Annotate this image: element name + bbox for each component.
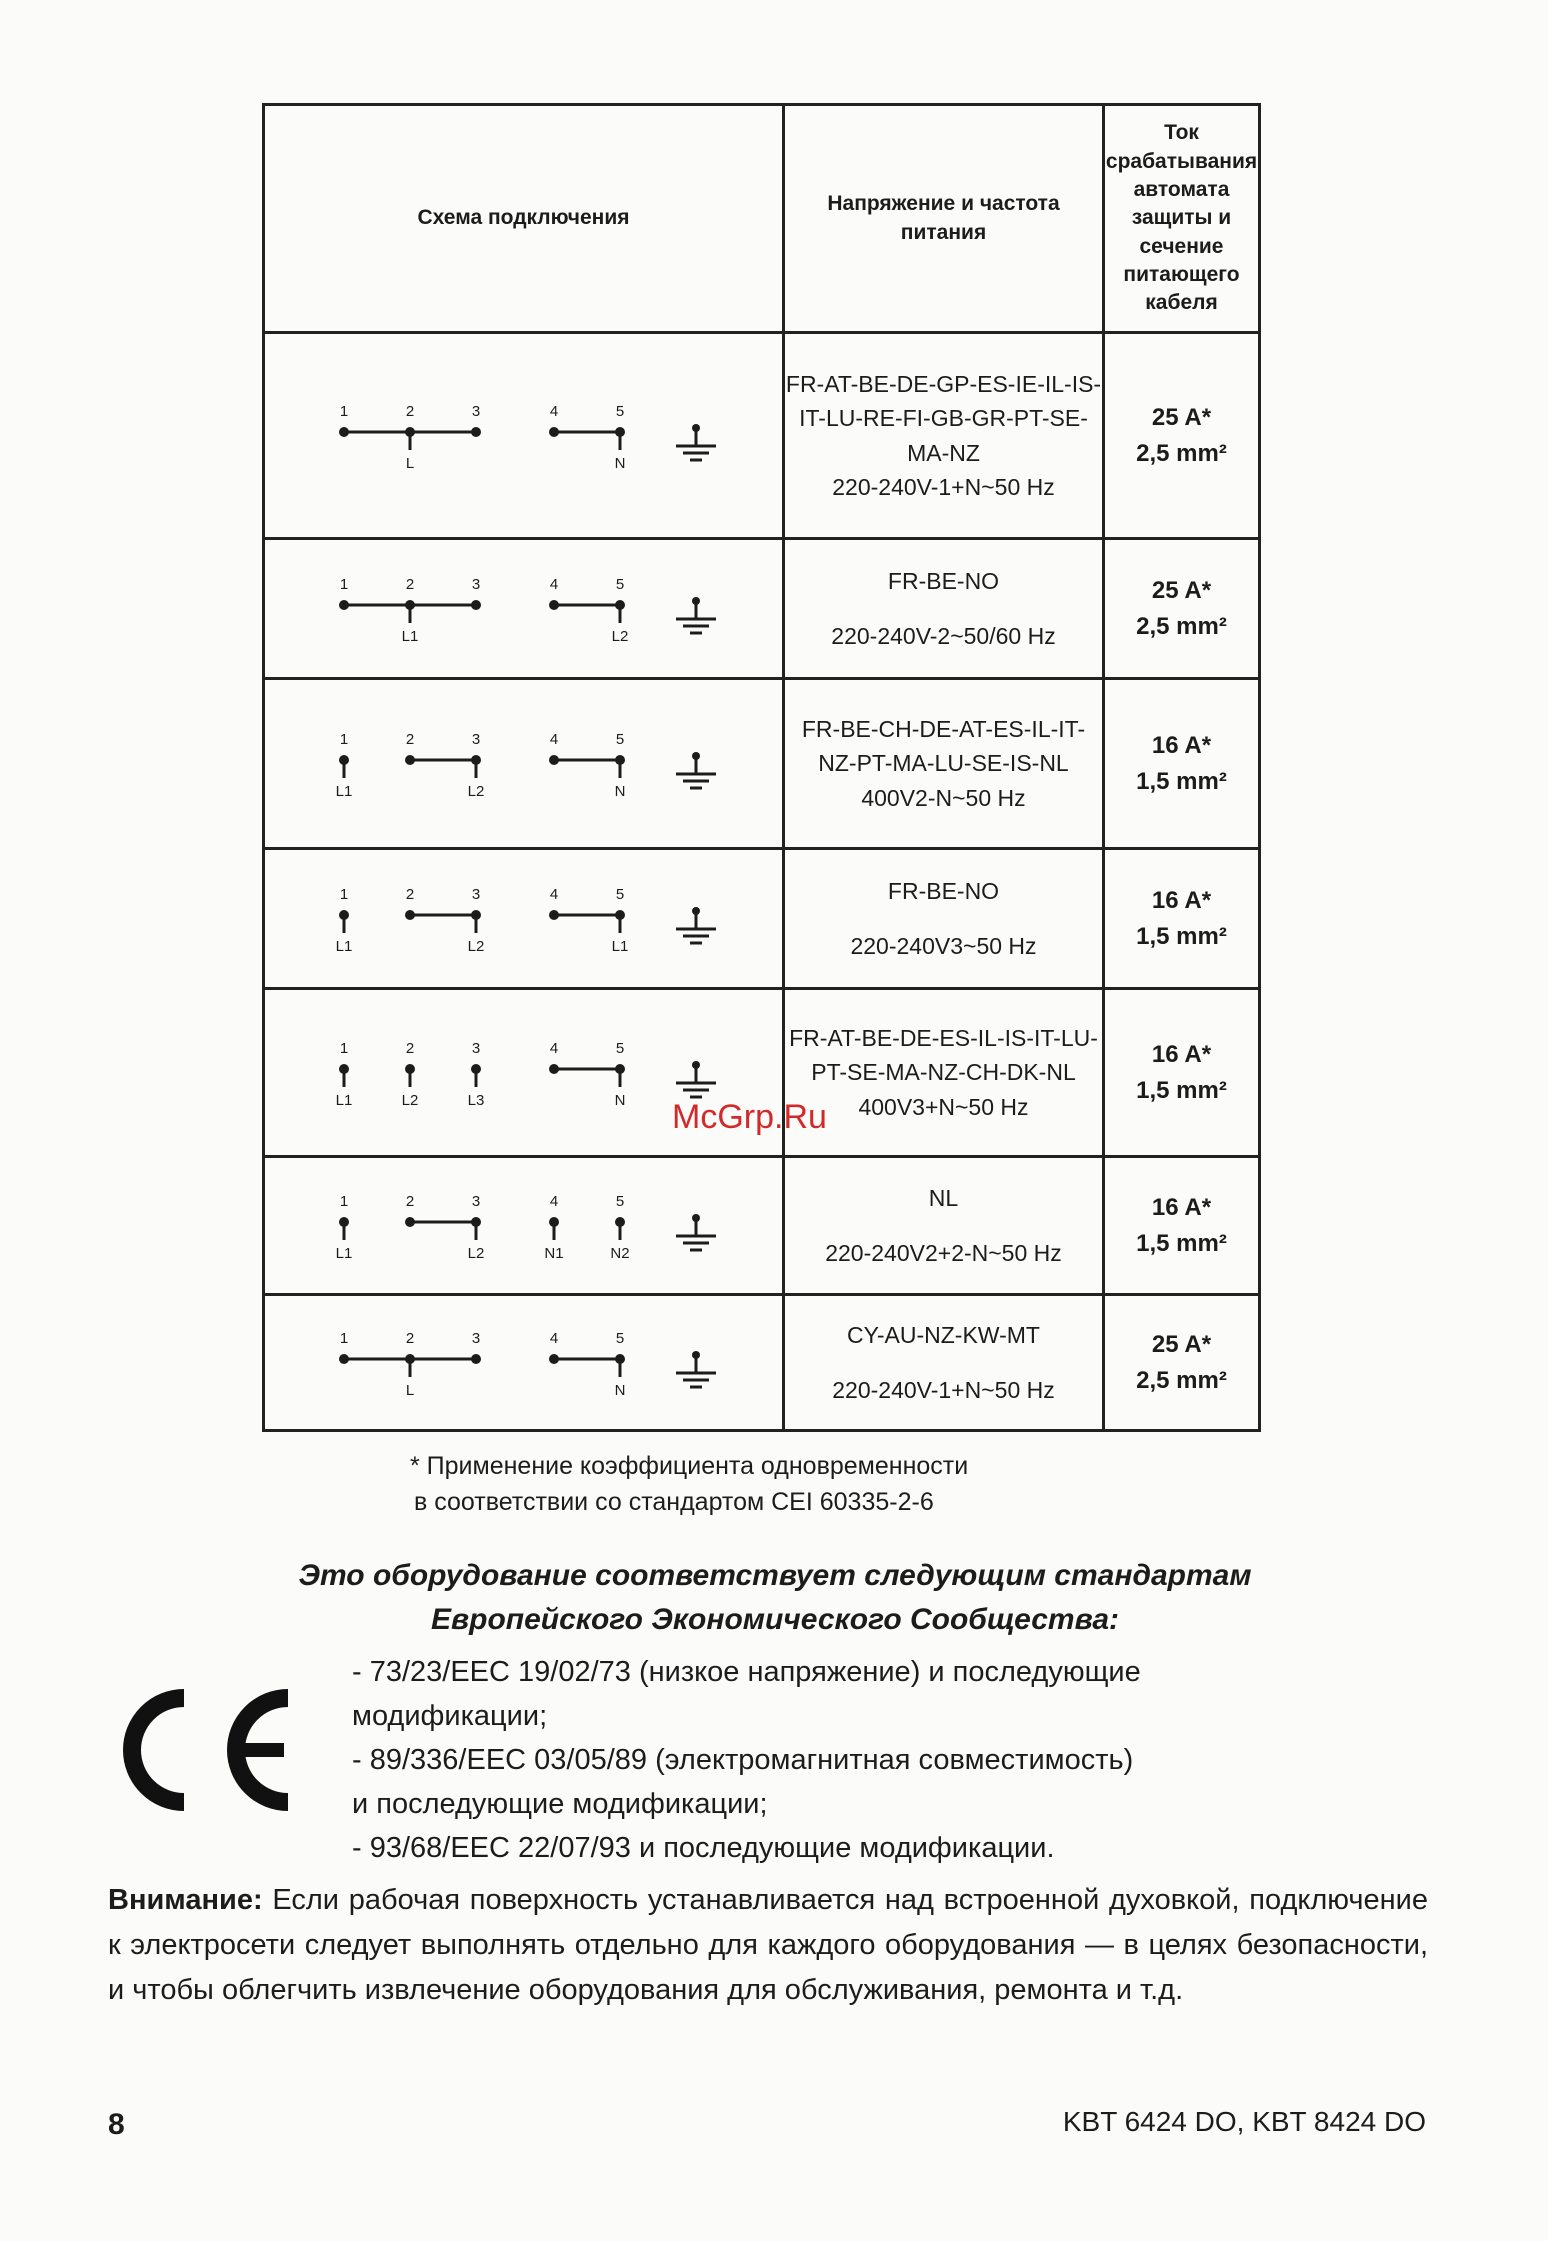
- country-codes: FR-BE-CH-DE-AT-ES-IL-IT-NZ-PT-MA-LU-SE-IS-NL: [801, 715, 1086, 777]
- terminal-dot: [405, 1217, 415, 1227]
- model-number: KBT 6424 DO, KBT 8424 DO: [1062, 2106, 1426, 2137]
- wiring-diagram-cell: [264, 1157, 784, 1295]
- supply-voltage: 220-240V-1+N~50 Hz: [832, 1376, 1055, 1403]
- wiring-diagram: [304, 869, 744, 969]
- current-cell: [1104, 1157, 1260, 1295]
- table-row: [264, 1157, 1260, 1295]
- voltage-cell: [784, 333, 1104, 539]
- standard-item: - 73/23/EEC 19/02/73 (низкое напряжение) и последующие: [352, 1656, 1141, 1688]
- terminal-number: 3: [471, 1039, 480, 1057]
- standard-item: - 93/68/EEC 22/07/93 и последующие модификации.: [352, 1832, 1055, 1865]
- footnote-line-1: * Применение коэффициента одновременности: [410, 1452, 969, 1480]
- lead-label: L3: [467, 1091, 484, 1109]
- terminal-number: 5: [615, 730, 624, 748]
- terminal-dot: [549, 910, 559, 920]
- watermark: McGrp.Ru: [672, 1098, 827, 1136]
- wiring-diagram-cell: [264, 849, 784, 989]
- standards-title-line-1: Это оборудование соответствует следующим стандартам: [298, 1559, 1252, 1592]
- lead-label: L1: [335, 937, 352, 955]
- terminal-number: 1: [339, 575, 348, 593]
- supply-voltage: 220-240V-2~50/60 Hz: [831, 622, 1056, 649]
- standard-item: и последующие модификации;: [352, 1788, 768, 1821]
- terminal-dot: [471, 600, 481, 610]
- page-number: 8: [108, 2108, 125, 2141]
- lead-label: N1: [543, 1244, 564, 1262]
- lead-label: L1: [401, 627, 418, 645]
- terminal-number: 5: [615, 1192, 624, 1210]
- table-header-row: [264, 105, 1260, 333]
- terminal-dot: [549, 1354, 559, 1364]
- wiring-diagram: [304, 1176, 744, 1276]
- breaker-current: 16 A*: [1151, 1040, 1212, 1068]
- footnote-line-2: в соответствии со стандартом CEI 60335-2-6: [414, 1488, 934, 1517]
- earth-ground-icon: [676, 1061, 716, 1097]
- cable-section: 1,5 mm²: [1136, 767, 1227, 795]
- terminal-number: 5: [615, 885, 624, 903]
- terminal-number: 2: [405, 730, 414, 748]
- header-voltage: Напряжение и частота питания: [784, 105, 1104, 333]
- lead-label: N: [614, 1091, 625, 1109]
- lead-label: L2: [401, 1091, 418, 1109]
- country-codes: FR-BE-NO: [887, 878, 1000, 904]
- lead-label: N2: [609, 1244, 630, 1262]
- terminal-number: 4: [549, 1329, 558, 1347]
- wiring-diagram-cell: [264, 679, 784, 849]
- wiring-diagram-cell: [264, 333, 784, 539]
- breaker-current: 25 A*: [1151, 576, 1212, 604]
- warning-paragraph: [108, 1878, 1428, 2013]
- lead-label: N: [614, 1381, 625, 1399]
- lead-label: L2: [467, 782, 484, 800]
- terminal-number: 3: [471, 575, 480, 593]
- terminal-dot: [405, 755, 415, 765]
- current-cell: [1104, 679, 1260, 849]
- terminal-number: 4: [549, 885, 558, 903]
- terminal-number: 3: [471, 885, 480, 903]
- country-codes: CY-AU-NZ-KW-MT: [847, 1322, 1040, 1348]
- supply-voltage: 400V2-N~50 Hz: [861, 784, 1026, 811]
- cable-section: 2,5 mm²: [1136, 1366, 1227, 1394]
- terminal-number: 2: [405, 1039, 414, 1057]
- earth-ground-icon: [676, 907, 716, 943]
- current-cell: [1104, 539, 1260, 679]
- terminal-dot: [549, 600, 559, 610]
- standard-item: модификации;: [352, 1700, 548, 1733]
- lead-label: L1: [611, 937, 628, 955]
- country-codes: FR-AT-BE-DE-ES-IL-IS-IT-LU-PT-SE-MA-NZ-CH-DK-NL: [789, 1024, 1098, 1086]
- supply-voltage: 220-240V2+2-N~50 Hz: [825, 1239, 1062, 1266]
- terminal-number: 1: [339, 1039, 348, 1057]
- header-current: Ток срабатывания автомата защиты и сечение питающего кабеля: [1104, 105, 1260, 333]
- terminal-number: 4: [549, 402, 558, 420]
- terminal-number: 3: [471, 402, 480, 420]
- breaker-current: 16 A*: [1151, 886, 1212, 914]
- terminal-number: 2: [405, 1329, 414, 1347]
- lead-label: L1: [335, 1244, 352, 1262]
- breaker-current: 16 A*: [1151, 731, 1212, 759]
- terminal-number: 3: [471, 730, 480, 748]
- lead-label: L1: [335, 1091, 352, 1109]
- terminal-number: 1: [339, 885, 348, 903]
- voltage-cell: [784, 849, 1104, 989]
- terminal-dot: [339, 427, 349, 437]
- earth-ground-icon: [676, 1214, 716, 1250]
- terminal-number: 4: [549, 1192, 558, 1210]
- terminal-number: 1: [339, 1329, 348, 1347]
- terminal-dot: [471, 1354, 481, 1364]
- table-row: [264, 539, 1260, 679]
- terminal-number: 3: [471, 1329, 480, 1347]
- wiring-diagram: [304, 559, 744, 659]
- terminal-number: 4: [549, 730, 558, 748]
- terminal-dot: [471, 427, 481, 437]
- terminal-number: 4: [549, 575, 558, 593]
- terminal-number: 5: [615, 1329, 624, 1347]
- current-cell: [1104, 1295, 1260, 1431]
- current-cell: [1104, 989, 1260, 1157]
- terminal-dot: [339, 1354, 349, 1364]
- terminal-number: 5: [615, 575, 624, 593]
- cable-section: 1,5 mm²: [1136, 1076, 1227, 1104]
- table-row: [264, 333, 1260, 539]
- terminal-number: 1: [339, 402, 348, 420]
- wiring-diagram-cell: [264, 1295, 784, 1431]
- voltage-cell: [784, 1295, 1104, 1431]
- lead-label: L: [405, 1381, 414, 1399]
- breaker-current: 25 A*: [1151, 403, 1212, 431]
- terminal-dot: [549, 427, 559, 437]
- terminal-number: 5: [615, 1039, 624, 1057]
- voltage-cell: [784, 539, 1104, 679]
- table-row: [264, 1295, 1260, 1431]
- lead-label: L1: [335, 782, 352, 800]
- warning-text: Если рабочая поверхность устанавливается над встроенной духовкой, подключение к электросети следует выполнять отдельно для каждого оборудования — в целях безопасности, и чтобы облегчить извлечение оборудования для обслуживания, ремонта и т.д.: [108, 1884, 1428, 2006]
- country-codes: FR-BE-NO: [887, 568, 1000, 594]
- standard-item: - 89/336/EEC 03/05/89 (электромагнитная совместимость): [352, 1744, 1134, 1777]
- lead-label: L2: [467, 1244, 484, 1262]
- cable-section: 1,5 mm²: [1136, 922, 1227, 950]
- cable-section: 1,5 mm²: [1136, 1229, 1227, 1257]
- standards-title-line-2: Европейского Экономического Сообщества:: [431, 1602, 1119, 1636]
- wiring-diagram: [304, 714, 744, 814]
- table-row: [264, 679, 1260, 849]
- voltage-cell: [784, 989, 1104, 1157]
- earth-ground-icon: [676, 597, 716, 633]
- cable-section: 2,5 mm²: [1136, 612, 1227, 640]
- lead-label: L2: [467, 937, 484, 955]
- lead-label: L: [405, 454, 414, 472]
- lead-label: N: [614, 454, 625, 472]
- cable-section: 2,5 mm²: [1136, 439, 1227, 467]
- terminal-number: 3: [471, 1192, 480, 1210]
- wiring-table: [262, 103, 1261, 1432]
- lead-label: L2: [611, 627, 628, 645]
- terminal-number: 2: [405, 885, 414, 903]
- terminal-dot: [549, 755, 559, 765]
- supply-voltage: 220-240V-1+N~50 Hz: [832, 474, 1055, 500]
- warning-label: Внимание:: [108, 1884, 263, 1916]
- terminal-number: 2: [405, 575, 414, 593]
- wiring-diagram-cell: [264, 539, 784, 679]
- breaker-current: 16 A*: [1151, 1193, 1212, 1221]
- terminal-number: 5: [615, 402, 624, 420]
- voltage-cell: [784, 679, 1104, 849]
- terminal-number: 2: [405, 402, 414, 420]
- supply-voltage: 220-240V3~50 Hz: [850, 932, 1037, 959]
- wiring-diagram: [304, 1313, 744, 1413]
- lead-label: N: [614, 782, 625, 800]
- terminal-number: 1: [339, 730, 348, 748]
- table-row: [264, 849, 1260, 989]
- footnote: [410, 1448, 1170, 1521]
- terminal-dot: [339, 600, 349, 610]
- earth-ground-icon: [676, 1351, 716, 1387]
- breaker-current: 25 A*: [1151, 1330, 1212, 1358]
- terminal-dot: [405, 910, 415, 920]
- terminal-number: 1: [339, 1192, 348, 1210]
- current-cell: [1104, 333, 1260, 539]
- earth-ground-icon: [676, 752, 716, 788]
- earth-ground-icon: [676, 424, 716, 460]
- header-scheme: Схема подключения: [264, 105, 784, 333]
- wiring-diagram: [304, 376, 744, 496]
- current-cell: [1104, 849, 1260, 989]
- standards-title: [150, 1554, 1400, 1641]
- country-codes: NL: [928, 1185, 959, 1211]
- voltage-cell: [784, 1157, 1104, 1295]
- standards-list: [352, 1650, 1432, 1870]
- terminal-dot: [549, 1064, 559, 1074]
- terminal-number: 2: [405, 1192, 414, 1210]
- country-codes: FR-AT-BE-DE-GP-ES-IE-IL-IS-IT-LU-RE-FI-GB-GR-PT-SE-MA-NZ: [785, 370, 1102, 466]
- terminal-number: 4: [549, 1039, 558, 1057]
- supply-voltage: 400V3+N~50 Hz: [858, 1093, 1029, 1120]
- ce-mark-icon: [100, 1680, 300, 1820]
